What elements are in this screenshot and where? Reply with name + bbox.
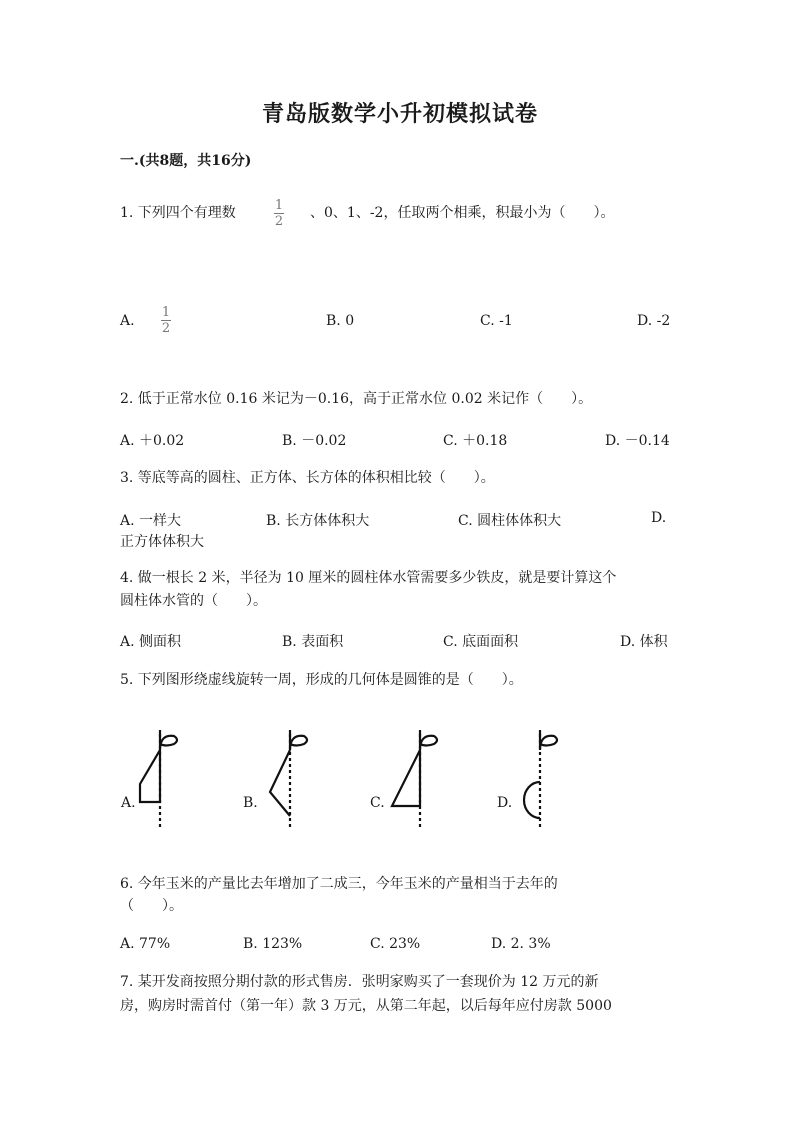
question-6-option-b[interactable]: B. 123% [243,936,303,952]
figure-a-trapezoid [130,720,190,830]
question-5-option-c[interactable]: C. [370,795,385,811]
question-5-text: 5. 下列图形绕虚线旋转一周，形成的几何体是圆锥的是（ ）。 [120,672,523,688]
question-1-option-d[interactable]: D. -2 [637,313,671,329]
question-4-line-1: 4. 做一根长 2 米，半径为 10 厘米的圆柱体水管需要多少铁皮，就是要计算这个 [120,570,617,586]
figure-b-triangle [256,720,316,830]
question-7-line-2: 房，购房时需首付（第一年）款 3 万元，从第二年起，以后每年应付房款 5000 [120,998,612,1014]
rotation-arrow-icon [160,730,177,750]
question-2-option-d[interactable]: D. －0.14 [605,433,670,449]
option-a-fraction [161,306,171,335]
question-4-option-a[interactable]: A. 侧面积 [120,634,182,650]
question-2-option-a[interactable]: A. ＋0.02 [120,433,185,449]
question-5-option-b[interactable]: B. [243,795,258,811]
fraction-denominator: 2 [274,214,284,229]
shape-outline [140,750,160,802]
question-2-text: 2. 低于正常水位 0.16 米记为－0.16，高于正常水位 0.02 米记作（ ）。 [120,391,593,407]
question-4-option-d[interactable]: D. 体积 [620,634,668,650]
section-heading: 一.(共8题，共16分) [120,153,252,169]
question-1-option-a[interactable]: A. [120,313,135,329]
fraction-numerator: 1 [161,305,171,320]
question-1-option-c[interactable]: C. -1 [480,313,513,329]
shape-outline [392,750,420,806]
question-3-option-c[interactable]: C. 圆柱体体积大 [458,513,562,529]
question-4-option-c[interactable]: C. 底面面积 [443,634,519,650]
question-1-fraction [274,199,284,228]
question-4-line-2: 圆柱体水管的（ ）。 [120,593,267,609]
question-5-option-a[interactable]: A. [121,795,136,811]
question-6-option-d[interactable]: D. 2. 3% [491,936,551,952]
rotation-arrow-icon [290,730,307,750]
figure-c-right-triangle [386,720,446,830]
question-2-option-b[interactable]: B. －0.02 [282,433,347,449]
question-7-line-1: 7. 某开发商按照分期付款的形式售房．张明家购买了一套现价为 12 万元的新 [120,974,599,990]
question-1-prefix: 1. 下列四个有理数 [120,205,236,221]
shape-outline [270,750,290,816]
question-6-line-1: 6. 今年玉米的产量比去年增加了二成三，今年玉米的产量相当于去年的 [120,876,558,892]
fraction-denominator: 2 [161,321,171,336]
figure-d-semicircle [508,720,568,830]
question-3-option-b[interactable]: B. 长方体体积大 [266,513,370,529]
question-1-suffix: 、0、1、-2，任取两个相乘，积最小为（ ）。 [310,205,615,221]
question-3-text: 3. 等底等高的圆柱、正方体、长方体的体积相比较（ ）。 [120,470,495,486]
fraction-numerator: 1 [274,198,284,213]
rotation-arrow-icon [540,730,557,750]
question-6-option-c[interactable]: C. 23% [370,936,421,952]
question-6-option-a[interactable]: A. 77% [120,936,171,952]
question-6-line-2: （ ）。 [120,898,183,914]
question-3-option-a[interactable]: A. 一样大 [120,513,182,529]
question-3-option-d-text: 正方体体积大 [120,534,204,550]
question-3-option-d[interactable]: D. [651,510,667,526]
question-4-option-b[interactable]: B. 表面积 [282,634,344,650]
question-5-option-d[interactable]: D. [497,795,513,811]
question-1-option-b[interactable]: B. 0 [326,313,355,329]
question-2-option-c[interactable]: C. ＋0.18 [443,433,508,449]
rotation-arrow-icon [420,730,437,750]
shape-outline [524,782,540,818]
page-title: 青岛版数学小升初模拟试卷 [261,101,538,127]
